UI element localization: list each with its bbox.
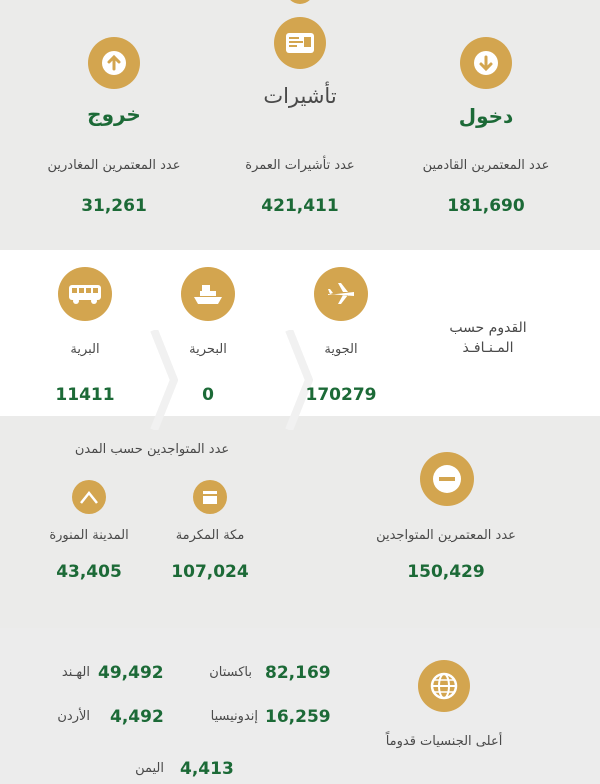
arrow-down-icon (473, 50, 499, 76)
departing-value: 31,261 (81, 196, 147, 216)
divider-chevron-2 (150, 330, 178, 430)
madinah-dome-icon (79, 489, 99, 505)
bus-icon (67, 282, 103, 306)
sea-label: البحرية (189, 342, 227, 357)
exit-heading: خروج (87, 102, 141, 126)
ship-icon (191, 280, 225, 308)
country-value-pakistan: 82,169 (265, 663, 331, 683)
visas-heading: تأشيرات (263, 84, 337, 108)
madinah-label: المدينة المنورة (49, 528, 129, 543)
country-value-india: 49,492 (98, 663, 164, 683)
visa-card-icon (285, 32, 315, 54)
kaaba-icon (201, 488, 219, 506)
cities-title: عدد المتواجدين حسب المدن (74, 442, 230, 457)
country-name-jordan: الأردن (57, 709, 90, 724)
country-value-indonesia: 16,259 (265, 707, 331, 727)
land-value: 11411 (55, 385, 115, 405)
land-label: البرية (70, 342, 100, 357)
arriving-label: عدد المعتمرين القادمين (422, 158, 550, 173)
country-name-pakistan: باكستان (209, 665, 252, 680)
visas-circle (274, 17, 326, 69)
madinah-circle (72, 480, 106, 514)
exit-circle (88, 37, 140, 89)
airplane-icon (325, 278, 357, 310)
land-circle (58, 267, 112, 321)
makkah-value: 107,024 (171, 562, 249, 582)
country-name-india: الهـند (61, 665, 90, 680)
present-value: 150,429 (407, 562, 485, 582)
country-name-yemen: اليمن (135, 761, 164, 776)
divider-chevron-1 (285, 330, 313, 430)
umrah-visas-value: 421,411 (261, 196, 339, 216)
air-value: 170279 (305, 385, 377, 405)
country-name-indonesia: إندونيسيا (210, 709, 258, 724)
madinah-value: 43,405 (56, 562, 122, 582)
departing-label: عدد المعتمرين المغادرين (47, 158, 181, 173)
arriving-value: 181,690 (447, 196, 525, 216)
sea-value: 0 (202, 385, 214, 405)
nationalities-circle (418, 660, 470, 712)
present-circle (420, 452, 474, 506)
ports-title-line1: القدوم حسب (449, 320, 527, 336)
umrah-visas-label: عدد تأشيرات العمرة (245, 158, 355, 173)
country-value-jordan: 4,492 (110, 707, 164, 727)
makkah-circle (193, 480, 227, 514)
nationalities-title: أعلى الجنسيات قدوماً (385, 734, 503, 749)
entry-circle (460, 37, 512, 89)
present-label: عدد المعتمرين المتواجدين (376, 528, 516, 543)
air-circle (314, 267, 368, 321)
country-value-yemen: 4,413 (180, 759, 234, 779)
air-label: الجوية (324, 342, 358, 357)
makkah-label: مكة المكرمة (175, 528, 245, 543)
ports-title-line2: المـنـافـذ (462, 340, 514, 356)
globe-icon (429, 671, 459, 701)
minus-icon (432, 464, 462, 494)
sea-circle (181, 267, 235, 321)
top-nationalities-section (0, 628, 600, 784)
entry-heading: دخول (458, 104, 514, 128)
arrow-up-icon (101, 50, 127, 76)
